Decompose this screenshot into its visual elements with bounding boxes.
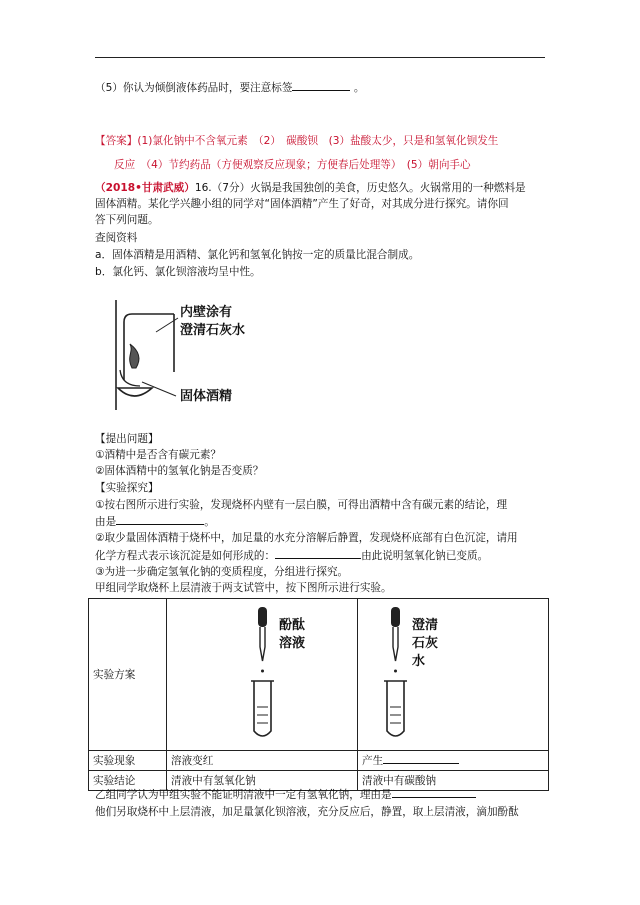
dish [118, 388, 152, 396]
svg-text:石灰: 石灰 [412, 636, 439, 651]
test-tube-phenolphthalein-figure [167, 599, 357, 747]
dropper-bulb-icon [258, 607, 267, 627]
answer-line-2: 反应 （4）节约药品（方便观察反应现象；方便春后处理等） (5）朝向手心 [114, 159, 471, 171]
group-b-blank [392, 787, 476, 798]
group-b-method: 他们另取烧杯中上层清液，加足量氯化钡溶液，充分反应后，静置，取上层清液，滴加酚酞 [95, 806, 519, 818]
beaker-experiment-figure [112, 300, 312, 420]
exploration-1-reason: 由是 。 [95, 516, 215, 528]
test-tube-icon [254, 681, 271, 736]
group-a-intro: 甲组同学取烧杯上层清液于两支试管中，按下图所示进行实验。 [95, 582, 392, 594]
problem-source-tag: （2018•甘肃武威） [95, 182, 195, 194]
exploration-3: ③为进一步确定氢氧化钠的变质程度，分组进行探究。 [95, 566, 349, 578]
problem-line-1: （2018•甘肃武威）16.（7分）火锅是我国独创的美食，历史悠久。火锅常用的一种燃料是 [95, 182, 526, 194]
phenomenon-blank [383, 753, 459, 764]
row-label-plan: 实验方案 [89, 599, 167, 751]
phenomenon-a: 溶液变红 [167, 751, 358, 771]
plan-phenolphthalein [167, 599, 358, 751]
conclusion-a: 清液中有氢氧化钠 [167, 771, 358, 791]
test-tube-limewater-figure [358, 599, 548, 747]
question-2: ②固体酒精中的氢氧化钠是否变质？ [95, 465, 264, 477]
phenomenon-b: 产生 [358, 751, 549, 771]
equation-blank [275, 548, 361, 559]
reference-heading: 查阅资料 [95, 232, 138, 244]
svg-text:澄清: 澄清 [412, 618, 439, 633]
exploration-1: ①按右图所示进行实验，发现烧杯内壁有一层白膜，可得出酒精中含有碳元素的结论，理 [95, 499, 508, 511]
reason-blank [116, 514, 204, 525]
question-heading: 【提出问题】 [95, 433, 159, 445]
group-b-reason: 乙组同学认为甲组实验不能证明清液中一定有氢氧化钠，理由是 [95, 787, 476, 802]
answer-line-1: 【答案】(1)氯化钠中不含氧元素 （2） 碳酸钡 (3）盐酸太少，只是和氢氧化钡发生 [95, 135, 499, 147]
reference-b: b．氯化钙、氯化钡溶液均呈中性。 [95, 266, 261, 278]
svg-text:溶液: 溶液 [279, 636, 306, 651]
problem-line-3: 答下列问题。 [95, 214, 159, 226]
exploration-2-equation: 化学方程式表示该沉淀是如何形成的： 由此说明氢氧化钠已变质。 [95, 550, 489, 562]
figure-label-bottom: 固体酒精 [180, 389, 233, 404]
answer-blank [292, 80, 350, 91]
experiment-table [88, 598, 549, 791]
row-label-phenomenon: 实验现象 [89, 751, 167, 771]
table-row [89, 751, 549, 771]
dropper-bulb-icon [391, 607, 400, 627]
exploration-heading: 【实验探究】 [95, 482, 159, 494]
table-row [89, 599, 549, 751]
row-label-conclusion: 实验结论 [89, 771, 167, 791]
reference-a: a．固体酒精是用酒精、氯化钙和氢氧化钠按一定的质量比混合制成。 [95, 249, 420, 261]
question-1: ①酒精中是否含有碳元素？ [95, 449, 222, 461]
svg-text:水: 水 [412, 654, 426, 669]
figure-label-top-2: 澄清石灰水 [180, 323, 246, 338]
problem-line-2: 固体酒精。某化学兴趣小组的同学对“固体酒精”产生了好奇，对其成分进行探究。请你回 [95, 198, 509, 210]
header-rule [95, 57, 545, 58]
figure-label-top-1: 内壁涂有 [180, 305, 233, 320]
question-5: （5）你认为倾倒液体药品时，要注意标签 。 [95, 82, 365, 94]
plan-limewater [358, 599, 549, 751]
conclusion-b: 清液中有碳酸钠 [358, 771, 549, 791]
svg-text:酚酞: 酚酞 [279, 618, 306, 633]
flame-icon [130, 344, 139, 368]
exploration-2: ②取少量固体酒精于烧杯中，加足量的水充分溶解后静置，发现烧杯底部有白色沉淀，请用 [95, 532, 518, 544]
test-tube-icon [387, 681, 404, 736]
